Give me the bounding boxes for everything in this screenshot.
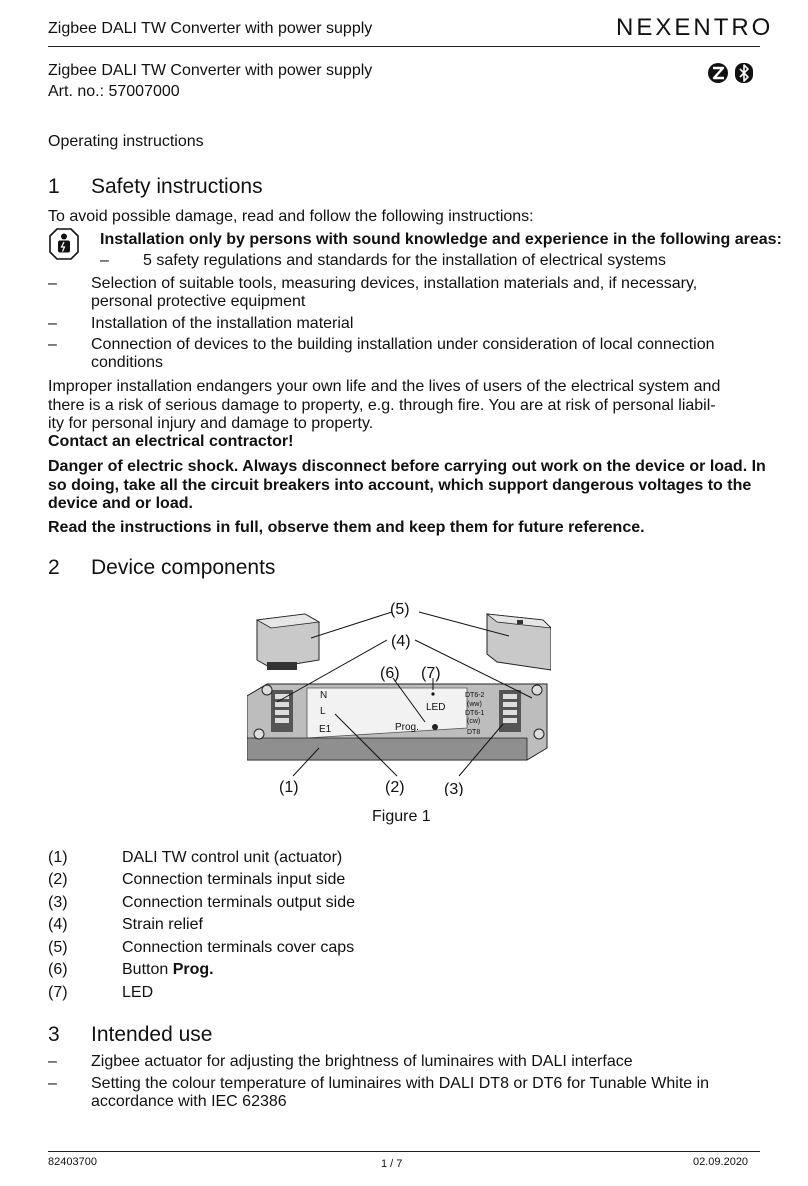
component-number: (6) [48,961,68,978]
read-instructions: Read the instructions in full, observe them and keep them for future reference. [48,519,645,536]
components-list [0,847,808,1007]
component-number: (7) [48,984,68,1001]
list-item: Installation of the installation material [91,315,354,332]
bluetooth-icon [735,63,753,83]
header-title: Zigbee DALI TW Converter with power supply [48,20,373,37]
doc-type: Operating instructions [48,133,204,150]
component-text: Connection terminals cover caps [122,939,355,956]
protocol-icons [708,62,756,84]
intended-use-list [0,1051,808,1113]
risk-line: ity for personal injury and damage to property. [48,415,374,432]
list-item-cont: conditions [91,354,164,371]
contact-note: Contact an electrical contractor! [48,433,294,450]
section-2-heading: 2 Device components [48,556,276,579]
list-item: 5 safety regulations and standards for the installation of electrical systems [143,252,666,269]
list-dash: – [48,1053,57,1070]
zigbee-icon [708,63,728,83]
component-number: (3) [48,894,68,911]
list-item-cont: personal protective equipment [91,293,306,310]
label-ww: (ww) [467,701,482,708]
footer-page: 1 / 7 [381,1158,403,1170]
component-text: Button Prog. [122,961,214,978]
list-dash: – [48,1075,57,1092]
risk-line: there is a risk of serious damage to property, e.g. through fire. You are at risk of personal liabil- [48,397,716,414]
left-cover-cap [257,614,319,670]
list-item-cont: accordance with IEC 62386 [91,1093,287,1110]
component-number: (5) [48,939,68,956]
article-number: Art. no.: 57007000 [48,83,180,100]
list-item: Selection of suitable tools, measuring devices, installation materials and, if necessary, [91,275,698,292]
callout-5: (5) [390,601,410,618]
callout-1: (1) [279,779,299,796]
component-number: (4) [48,916,68,933]
section-1-heading: 1 Safety instructions [48,175,263,198]
label-l: L [320,706,326,717]
header-rule [48,46,760,47]
expert-list [0,250,808,375]
product-name: Zigbee DALI TW Converter with power supply [48,62,373,79]
component-text: Connection terminals input side [122,871,346,888]
footer-doc-number: 82403700 [48,1156,97,1168]
label-dt8: DT8 [467,729,481,736]
danger-line: Danger of electric shock. Always disconnect before carrying out work on the device or load. In [48,458,766,475]
list-item: Connection of devices to the building installation under consideration of local connection [91,336,715,353]
callout-3: (3) [444,781,464,796]
component-text: Strain relief [122,916,203,933]
figure-caption: Figure 1 [372,808,431,825]
label-dt62: DT6-2 [465,692,485,699]
brand-logo: NEXENTRO [616,14,774,41]
risk-line: Improper installation endangers your own life and the lives of users of the electrical system and [48,378,721,395]
list-item: Setting the colour temperature of luminaires with DALI DT8 or DT6 for Tunable White in [91,1075,710,1092]
component-text: Connection terminals output side [122,894,356,911]
component-number: (1) [48,849,68,866]
label-cw: (cw) [467,718,481,725]
danger-line: device and or load. [48,495,193,512]
label-e1: E1 [319,724,332,735]
component-text: LED [122,984,154,1001]
danger-line: so doing, take all the circuit breakers into account, which support dangerous voltages to the [48,477,752,494]
label-n: N [320,690,328,701]
callout-6: (6) [380,665,400,682]
safety-intro: To avoid possible damage, read and follow the following instructions: [48,208,534,225]
section-3-heading: 3 Intended use [48,1023,213,1046]
footer-rule [48,1151,760,1152]
list-dash: – [48,336,57,353]
list-dash: – [48,275,57,292]
expert-heading: Installation only by persons with sound knowledge and experience in the following areas: [100,231,782,248]
list-dash: – [100,252,109,269]
prog-button [432,724,438,730]
callout-2: (2) [385,779,405,796]
component-number: (2) [48,871,68,888]
component-text: DALI TW control unit (actuator) [122,849,343,866]
list-item: Zigbee actuator for adjusting the brightness of luminaires with DALI interface [91,1053,633,1070]
callout-4: (4) [391,633,411,650]
right-cover-cap [487,614,551,670]
label-prog: Prog. [395,722,419,733]
label-dt61: DT6-1 [465,710,485,717]
footer-date: 02.09.2020 [693,1156,749,1168]
label-led: LED [426,702,446,713]
callout-7: (7) [421,665,441,682]
device-figure [247,598,551,796]
led-indicator [431,692,434,695]
list-dash: – [48,315,57,332]
